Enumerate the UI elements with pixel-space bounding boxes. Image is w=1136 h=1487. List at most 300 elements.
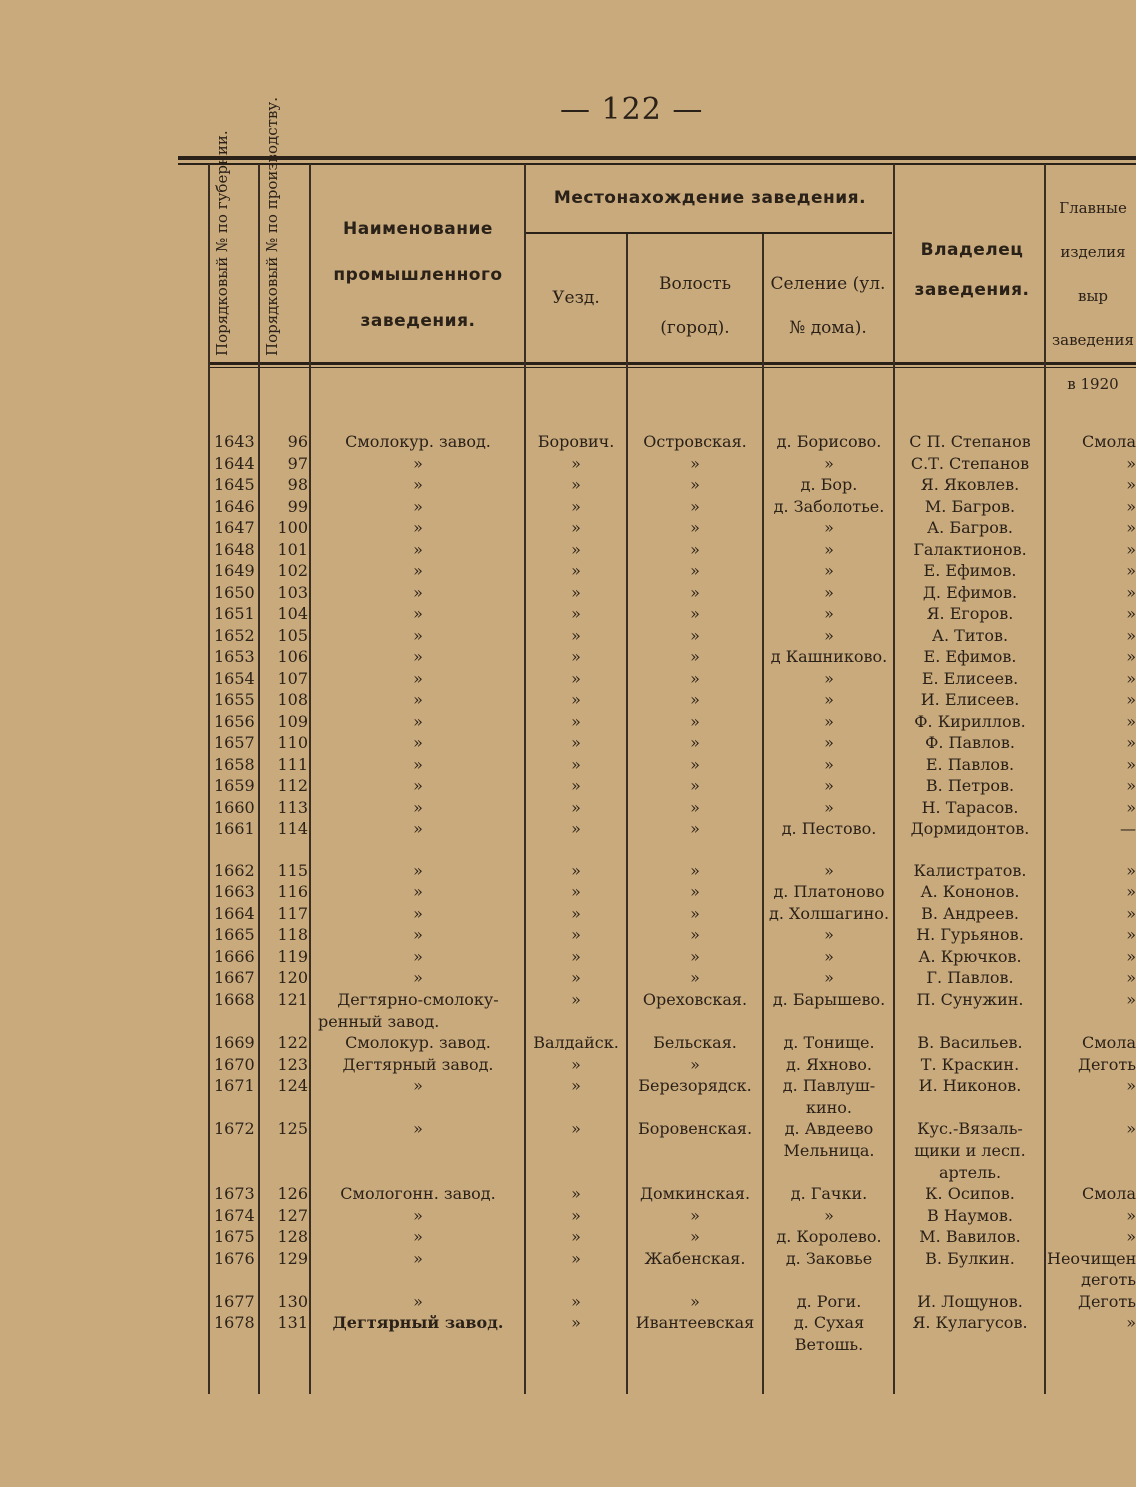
- cell-owner: И. Елисеев.: [920, 690, 1020, 709]
- cell-n2: 113: [277, 798, 308, 817]
- cell-selo: д. Сухая: [793, 1313, 865, 1332]
- cell-volost: Ореховская.: [642, 990, 748, 1009]
- cell-n2: 126: [277, 1184, 308, 1203]
- cell-n1: 1643: [214, 432, 255, 451]
- cell-volost: »: [690, 561, 700, 580]
- cell-selo: »: [824, 755, 834, 774]
- cell-n1: 1677: [214, 1292, 255, 1311]
- cell-uezd: »: [571, 1119, 581, 1138]
- cell-n1: 1673: [214, 1184, 255, 1203]
- header-col-products: Главные изделия выр заведения в 1920: [1051, 199, 1135, 393]
- cell-uezd: »: [571, 518, 581, 537]
- cell-volost: »: [690, 497, 700, 516]
- cell-selo: д. Холшагино.: [768, 904, 890, 923]
- cell-name: »: [413, 733, 423, 752]
- cell-n2: 109: [277, 712, 308, 731]
- cell-product: »: [1126, 904, 1136, 923]
- cell-owner: Галактионов.: [913, 540, 1027, 559]
- cell-n1: 1646: [214, 497, 255, 516]
- cell-volost: Березорядск.: [638, 1076, 752, 1095]
- cell-n1: 1661: [214, 819, 255, 838]
- header-col-owner: Владелец заведения.: [914, 240, 1030, 300]
- page-number: — 122 —: [560, 92, 704, 127]
- cell-name: »: [413, 947, 423, 966]
- cell-name: »: [413, 1249, 423, 1268]
- cell-product: »: [1126, 1313, 1136, 1332]
- cell-n2: 111: [277, 755, 308, 774]
- cell-uezd: »: [571, 1055, 581, 1074]
- cell-volost: »: [690, 1227, 700, 1246]
- col-divider-3: [524, 164, 526, 1394]
- cell-volost: »: [690, 690, 700, 709]
- cell-name: »: [413, 712, 423, 731]
- cell-uezd: Валдайск.: [533, 1033, 619, 1052]
- header-col-uezd: Уезд.: [552, 288, 600, 308]
- cell-n1: 1666: [214, 947, 255, 966]
- cell-owner: Е. Ефимов.: [923, 561, 1017, 580]
- cell-selo: д. Заковье: [785, 1249, 873, 1268]
- cell-uezd: »: [571, 733, 581, 752]
- cell-uezd: »: [571, 669, 581, 688]
- cell-n1: 1663: [214, 882, 255, 901]
- cell-selo: д. Тонище.: [783, 1033, 875, 1052]
- cell-volost: »: [690, 968, 700, 987]
- cell-volost: Домкинская.: [639, 1184, 751, 1203]
- cell-uezd: »: [571, 1184, 581, 1203]
- cell-product: »: [1126, 561, 1136, 580]
- cell-name: Смолокур. завод.: [345, 432, 491, 451]
- cell-volost: Ивантеевская: [635, 1313, 755, 1332]
- cell-n1: 1647: [214, 518, 255, 537]
- cell-owner: В. Петров.: [925, 776, 1015, 795]
- cell-product: Деготь: [1077, 1292, 1136, 1311]
- cell-name: »: [413, 925, 423, 944]
- cell-selo: д. Яхново.: [786, 1055, 872, 1074]
- cell-uezd: »: [571, 1313, 581, 1332]
- cell-volost: »: [690, 583, 700, 602]
- cell-selo: »: [824, 798, 834, 817]
- cell-n1: 1651: [214, 604, 255, 623]
- cell-product: »: [1126, 583, 1136, 602]
- cell-product: Неочищен: [1047, 1249, 1136, 1268]
- cell-selo: »: [824, 540, 834, 559]
- cell-owner: Г. Павлов.: [926, 968, 1014, 987]
- cell-volost: »: [690, 947, 700, 966]
- cell-volost: Бельская.: [653, 1033, 737, 1052]
- cell-owner: Ф. Павлов.: [925, 733, 1015, 752]
- cell-owner: С П. Степанов: [909, 432, 1031, 451]
- cell-n2: 131: [277, 1313, 308, 1332]
- cell-owner: Е. Елисеев.: [921, 669, 1019, 688]
- top-rule-thick: [178, 156, 1136, 160]
- cell-uezd: »: [571, 1292, 581, 1311]
- cell-n2: 100: [277, 518, 308, 537]
- cell-volost: »: [690, 604, 700, 623]
- cell-uezd: »: [571, 626, 581, 645]
- cell-n2: 130: [277, 1292, 308, 1311]
- header-col2: Порядковый № по производству.: [263, 97, 281, 356]
- cell-owner: Ф. Кириллов.: [914, 712, 1026, 731]
- cell-name: »: [413, 561, 423, 580]
- cell-product: »: [1126, 647, 1136, 666]
- cell-volost: »: [690, 1292, 700, 1311]
- cell-product: »: [1126, 454, 1136, 473]
- cell-name: »: [413, 798, 423, 817]
- cell-volost: »: [690, 454, 700, 473]
- cell-selo: »: [824, 583, 834, 602]
- cell-volost: »: [690, 1055, 700, 1074]
- cell-name: Дегтярно-смолоку-: [337, 990, 499, 1009]
- cell-product: Смола: [1081, 1184, 1136, 1203]
- cell-selo: д Кашниково.: [770, 647, 888, 666]
- cell-selo: »: [824, 861, 834, 880]
- cell-owner: А. Кононов.: [920, 882, 1020, 901]
- cell-product: »: [1126, 475, 1136, 494]
- cell-selo: д. Заболотье.: [773, 497, 885, 516]
- cell-name: »: [413, 819, 423, 838]
- cell-n1: 1645: [214, 475, 255, 494]
- cell-uezd: »: [571, 497, 581, 516]
- cell-volost: »: [690, 861, 700, 880]
- cell-name: »: [413, 861, 423, 880]
- cell-volost: Жабенская.: [644, 1249, 746, 1268]
- cell-n2: 115: [277, 861, 308, 880]
- cell-n1: 1676: [214, 1249, 255, 1268]
- cell-n2: 97: [287, 454, 308, 473]
- cell-product: »: [1126, 925, 1136, 944]
- cell-selo: д. Платоново: [773, 882, 885, 901]
- cell-n1: 1656: [214, 712, 255, 731]
- cell-name: »: [413, 1206, 423, 1225]
- cell-uezd: »: [571, 947, 581, 966]
- cell-product: »: [1126, 690, 1136, 709]
- cell-volost: »: [690, 626, 700, 645]
- cell-name: Дегтярный завод.: [332, 1313, 504, 1332]
- cell-n1: 1649: [214, 561, 255, 580]
- cell-product: »: [1126, 798, 1136, 817]
- cell-uezd: »: [571, 925, 581, 944]
- cell-selo-line2: кино.: [805, 1098, 853, 1117]
- cell-n1: 1674: [214, 1206, 255, 1225]
- cell-n2: 96: [287, 432, 308, 451]
- cell-selo-line2: Мельница.: [783, 1141, 875, 1160]
- cell-name: »: [413, 1292, 423, 1311]
- cell-n1: 1675: [214, 1227, 255, 1246]
- cell-owner: Т. Краскин.: [920, 1055, 1020, 1074]
- cell-volost: »: [690, 776, 700, 795]
- cell-n1: 1664: [214, 904, 255, 923]
- cell-name: »: [413, 968, 423, 987]
- cell-owner: А. Титов.: [931, 626, 1009, 645]
- cell-n2: 129: [277, 1249, 308, 1268]
- cell-name: »: [413, 690, 423, 709]
- cell-owner: К. Осипов.: [925, 1184, 1015, 1203]
- cell-product-line2: деготь: [1081, 1270, 1136, 1289]
- cell-n1: 1670: [214, 1055, 255, 1074]
- cell-n1: 1653: [214, 647, 255, 666]
- col-divider-0: [208, 164, 210, 1394]
- cell-owner: В. Васильев.: [917, 1033, 1023, 1052]
- cell-product: »: [1126, 755, 1136, 774]
- cell-product: »: [1126, 1227, 1136, 1246]
- cell-uezd: »: [571, 968, 581, 987]
- cell-volost: »: [690, 712, 700, 731]
- cell-owner: Я. Егоров.: [926, 604, 1014, 623]
- cell-uezd: »: [571, 1227, 581, 1246]
- cell-uezd: »: [571, 712, 581, 731]
- cell-product: »: [1126, 882, 1136, 901]
- cell-owner: А. Багров.: [927, 518, 1013, 537]
- cell-selo: »: [824, 518, 834, 537]
- cell-uezd: »: [571, 861, 581, 880]
- cell-name: Смолокур. завод.: [345, 1033, 491, 1052]
- cell-name: »: [413, 475, 423, 494]
- cell-owner: И. Лощунов.: [917, 1292, 1023, 1311]
- cell-owner: П. Сунужин.: [916, 990, 1024, 1009]
- cell-n1: 1657: [214, 733, 255, 752]
- cell-n2: 99: [287, 497, 308, 516]
- cell-name: »: [413, 882, 423, 901]
- cell-n2: 105: [277, 626, 308, 645]
- cell-n2: 102: [277, 561, 308, 580]
- cell-selo: д. Гачки.: [790, 1184, 868, 1203]
- cell-name: »: [413, 1119, 423, 1138]
- cell-selo: д. Барышево.: [772, 990, 886, 1009]
- cell-name: »: [413, 583, 423, 602]
- cell-name: »: [413, 540, 423, 559]
- cell-owner: Е. Павлов.: [925, 755, 1015, 774]
- cell-uezd: »: [571, 819, 581, 838]
- cell-n1: 1660: [214, 798, 255, 817]
- cell-name: »: [413, 1227, 423, 1246]
- cell-product: »: [1126, 733, 1136, 752]
- cell-owner: Е. Ефимов.: [923, 647, 1017, 666]
- cell-owner: Калистратов.: [913, 861, 1027, 880]
- header-col-volost: Волость (город).: [659, 274, 731, 338]
- cell-uezd: »: [571, 561, 581, 580]
- cell-n1: 1662: [214, 861, 255, 880]
- cell-product: »: [1126, 540, 1136, 559]
- cell-selo: »: [824, 669, 834, 688]
- cell-n2: 128: [277, 1227, 308, 1246]
- header-bottom-rule-2: [208, 367, 1136, 368]
- cell-uezd: »: [571, 904, 581, 923]
- cell-volost: »: [690, 518, 700, 537]
- header-bottom-rule: [208, 362, 1136, 365]
- cell-n2: 108: [277, 690, 308, 709]
- cell-n1: 1668: [214, 990, 255, 1009]
- cell-uezd: »: [571, 540, 581, 559]
- cell-volost: »: [690, 904, 700, 923]
- cell-product: »: [1126, 947, 1136, 966]
- cell-name: Дегтярный завод.: [342, 1055, 494, 1074]
- cell-n2: 120: [277, 968, 308, 987]
- cell-product: »: [1126, 861, 1136, 880]
- cell-selo: »: [824, 626, 834, 645]
- cell-name: »: [413, 669, 423, 688]
- cell-product: »: [1126, 990, 1136, 1009]
- cell-selo: »: [824, 690, 834, 709]
- cell-owner: И. Никонов.: [918, 1076, 1022, 1095]
- col-divider-2: [309, 164, 311, 1394]
- cell-owner: В. Андреев.: [921, 904, 1019, 923]
- cell-name-line2: ренный завод.: [318, 1012, 440, 1031]
- cell-volost: Боровенская.: [637, 1119, 753, 1138]
- cell-uezd: »: [571, 1206, 581, 1225]
- cell-n2: 119: [277, 947, 308, 966]
- cell-n2: 101: [277, 540, 308, 559]
- cell-selo: д. Павлуш-: [782, 1076, 876, 1095]
- cell-product: Смола: [1081, 1033, 1136, 1052]
- cell-volost: »: [690, 882, 700, 901]
- cell-n1: 1655: [214, 690, 255, 709]
- cell-selo: д. Пестово.: [781, 819, 877, 838]
- cell-uezd: »: [571, 1076, 581, 1095]
- cell-selo: »: [824, 925, 834, 944]
- cell-product: »: [1126, 968, 1136, 987]
- cell-product: »: [1126, 669, 1136, 688]
- cell-n2: 121: [277, 990, 308, 1009]
- cell-product: »: [1126, 497, 1136, 516]
- cell-name: »: [413, 454, 423, 473]
- cell-selo: »: [824, 947, 834, 966]
- cell-n2: 122: [277, 1033, 308, 1052]
- cell-n1: 1658: [214, 755, 255, 774]
- cell-owner-line2: щики и лесп.: [914, 1141, 1026, 1160]
- cell-uezd: »: [571, 990, 581, 1009]
- cell-product: »: [1126, 1119, 1136, 1138]
- cell-selo: »: [824, 733, 834, 752]
- cell-product: »: [1126, 626, 1136, 645]
- cell-uezd: »: [571, 604, 581, 623]
- cell-n2: 123: [277, 1055, 308, 1074]
- cell-n2: 127: [277, 1206, 308, 1225]
- cell-uezd: »: [571, 690, 581, 709]
- cell-name: »: [413, 904, 423, 923]
- top-rule-thin: [178, 163, 1136, 165]
- cell-selo: »: [824, 604, 834, 623]
- cell-n1: 1671: [214, 1076, 255, 1095]
- cell-name: »: [413, 647, 423, 666]
- cell-selo: д. Борисово.: [776, 432, 882, 451]
- cell-n1: 1650: [214, 583, 255, 602]
- cell-owner: Н. Тарасов.: [921, 798, 1019, 817]
- cell-name: »: [413, 497, 423, 516]
- cell-owner: Я. Кулагусов.: [912, 1313, 1028, 1332]
- cell-selo: д. Роги.: [796, 1292, 862, 1311]
- cell-volost: »: [690, 647, 700, 666]
- cell-owner: В. Булкин.: [925, 1249, 1015, 1268]
- cell-selo: д. Бор.: [800, 475, 858, 494]
- cell-volost: »: [690, 819, 700, 838]
- cell-owner: М. Багров.: [924, 497, 1016, 516]
- cell-name: »: [413, 626, 423, 645]
- cell-n1: 1672: [214, 1119, 255, 1138]
- location-group-rule: [526, 232, 892, 234]
- cell-n1: 1654: [214, 669, 255, 688]
- cell-uezd: »: [571, 647, 581, 666]
- cell-product: —: [1120, 819, 1136, 838]
- cell-selo: »: [824, 712, 834, 731]
- cell-uezd: »: [571, 755, 581, 774]
- cell-selo: д. Королево.: [776, 1227, 882, 1246]
- cell-n1: 1652: [214, 626, 255, 645]
- cell-n2: 116: [277, 882, 308, 901]
- cell-n1: 1678: [214, 1313, 255, 1332]
- cell-volost: Островская.: [643, 432, 747, 451]
- cell-selo: »: [824, 561, 834, 580]
- cell-uezd: »: [571, 454, 581, 473]
- cell-n1: 1665: [214, 925, 255, 944]
- cell-n1: 1648: [214, 540, 255, 559]
- cell-volost: »: [690, 669, 700, 688]
- cell-name: Смологонн. завод.: [340, 1184, 496, 1203]
- cell-volost: »: [690, 1206, 700, 1225]
- cell-n2: 103: [277, 583, 308, 602]
- cell-volost: »: [690, 925, 700, 944]
- cell-selo-line2: Ветошь.: [794, 1335, 864, 1354]
- cell-product: »: [1126, 1076, 1136, 1095]
- cell-n2: 125: [277, 1119, 308, 1138]
- cell-selo: д. Авдеево: [784, 1119, 874, 1138]
- cell-n1: 1659: [214, 776, 255, 795]
- cell-owner: Дормидонтов.: [910, 819, 1030, 838]
- cell-name: »: [413, 604, 423, 623]
- cell-owner: Кус.-Вязаль-: [917, 1119, 1023, 1138]
- cell-uezd: Борович.: [537, 432, 615, 451]
- cell-uezd: »: [571, 776, 581, 795]
- cell-product: »: [1126, 518, 1136, 537]
- cell-name: »: [413, 776, 423, 795]
- cell-volost: »: [690, 733, 700, 752]
- header-col-selo: Селение (ул. № дома).: [770, 274, 886, 338]
- header-col1: Порядковый № по губернии.: [213, 130, 231, 356]
- cell-uezd: »: [571, 583, 581, 602]
- cell-owner: С.Т. Степанов: [910, 454, 1030, 473]
- cell-owner-line3: артель.: [938, 1163, 1002, 1182]
- cell-volost: »: [690, 540, 700, 559]
- cell-product: »: [1126, 712, 1136, 731]
- cell-product: »: [1126, 604, 1136, 623]
- cell-n2: 114: [277, 819, 308, 838]
- cell-uezd: »: [571, 798, 581, 817]
- cell-selo: »: [824, 1206, 834, 1225]
- cell-selo: »: [824, 968, 834, 987]
- cell-n2: 118: [277, 925, 308, 944]
- cell-n2: 110: [277, 733, 308, 752]
- cell-volost: »: [690, 475, 700, 494]
- cell-n1: 1669: [214, 1033, 255, 1052]
- cell-product: »: [1126, 1206, 1136, 1225]
- cell-volost: »: [690, 755, 700, 774]
- cell-uezd: »: [571, 1249, 581, 1268]
- cell-n2: 98: [287, 475, 308, 494]
- cell-uezd: »: [571, 882, 581, 901]
- cell-selo: »: [824, 454, 834, 473]
- header-col3: Наименование промышленного заведения.: [333, 219, 503, 331]
- cell-n2: 104: [277, 604, 308, 623]
- cell-n2: 107: [277, 669, 308, 688]
- cell-owner: Н. Гурьянов.: [916, 925, 1024, 944]
- cell-owner: А. Крючков.: [918, 947, 1022, 966]
- cell-product: Деготь: [1077, 1055, 1136, 1074]
- cell-owner: Я. Яковлев.: [920, 475, 1020, 494]
- cell-n1: 1644: [214, 454, 255, 473]
- cell-n1: 1667: [214, 968, 255, 987]
- cell-volost: »: [690, 798, 700, 817]
- cell-selo: »: [824, 776, 834, 795]
- cell-n2: 112: [277, 776, 308, 795]
